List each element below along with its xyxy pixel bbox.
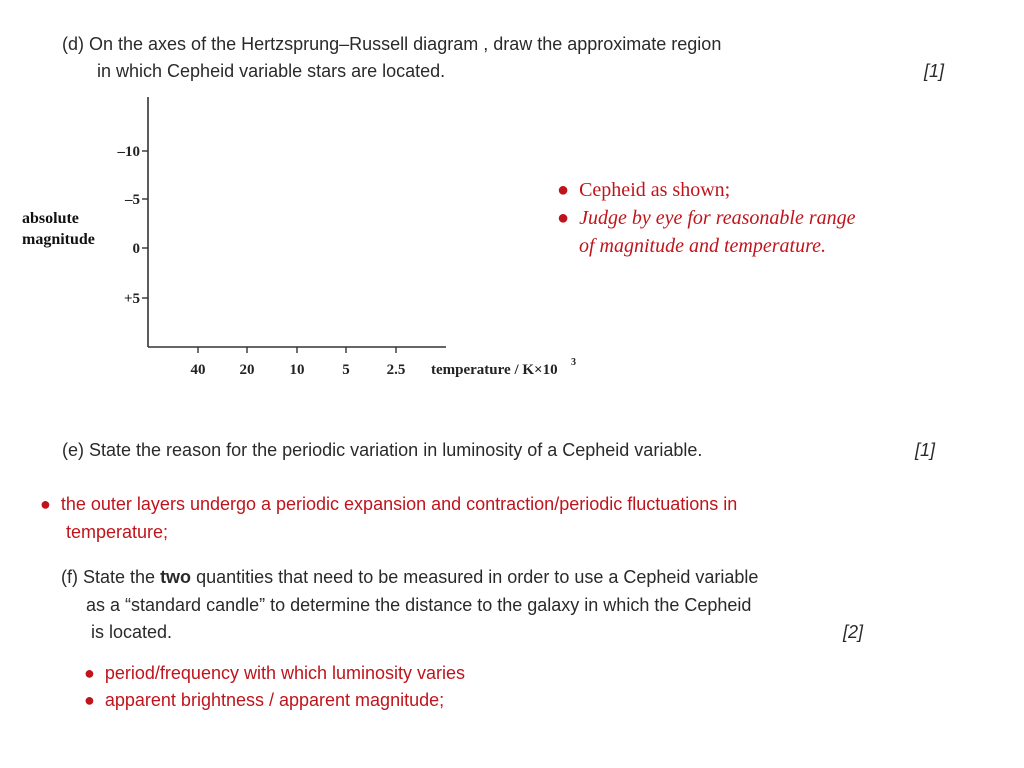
hr-xtick-label: 40 — [190, 362, 206, 378]
question-f-line1-b: quantities that need to be measured in order to use a Cepheid variable — [196, 567, 759, 587]
hr-ylabel — [22, 208, 95, 250]
question-f-line2: as a “standard candle” to determine the distance to the galaxy in which the Cepheid — [86, 595, 752, 615]
hr-xtick-label: 20 — [239, 362, 255, 378]
answer-f-bullet2-text: apparent brightness / apparent magnitude; — [104, 690, 445, 710]
question-d-line2: in which Cepheid variable stars are located. — [97, 61, 446, 81]
hr-xtick-label: 10 — [289, 362, 305, 378]
question-d-line1: (d) On the axes of the Hertzsprung–Russell diagram , draw the approximate region — [62, 34, 722, 54]
bullet-icon: ● — [84, 663, 95, 683]
bullet-icon: ● — [557, 179, 570, 201]
hr-xlabel: temperature / K×10 — [431, 362, 558, 378]
hr-ytick-label: –5 — [125, 192, 140, 208]
question-e-marks: [1] — [915, 440, 936, 460]
answer-e-line1-text: the outer layers undergo a periodic expansion and contraction/periodic fluctuations in — [60, 494, 738, 514]
question-f-marks: [2] — [843, 622, 864, 642]
bullet-icon: ● — [40, 494, 51, 514]
answer-d-bullet1-text: Cepheid as shown; — [579, 179, 731, 201]
answer-d-bullet2-text: Judge by eye for reasonable range — [579, 207, 856, 229]
answer-d-bullet1 — [557, 179, 730, 202]
question-f-line1 — [61, 567, 758, 588]
answer-d-bullet2 — [557, 207, 856, 230]
hr-xlabel-superscript: 3 — [571, 357, 576, 368]
bullet-icon: ● — [557, 207, 570, 229]
hr-diagram-axes — [100, 95, 620, 395]
bullet-icon: ● — [84, 690, 95, 710]
question-d-marks: [1] — [924, 61, 945, 81]
answer-f-bullet2 — [84, 690, 444, 711]
answer-f-bullet1 — [84, 663, 465, 684]
hr-ytick-label: –10 — [117, 144, 140, 160]
answer-e-line2: temperature; — [66, 522, 169, 542]
answer-f-bullet1-text: period/frequency with which luminosity varies — [104, 663, 466, 683]
hr-ylabel-line2: magnitude — [22, 231, 95, 248]
hr-xtick-label: 5 — [342, 362, 350, 378]
hr-ytick-label: 0 — [132, 241, 140, 257]
hr-ytick-label: +5 — [123, 291, 140, 307]
question-e: (e) State the reason for the periodic variation in luminosity of a Cepheid variable. — [62, 440, 703, 460]
answer-d-bullet2-cont: of magnitude and temperature. — [579, 235, 827, 257]
question-f-line1-a: (f) State the — [61, 567, 156, 587]
question-f-line3: is located. — [91, 622, 173, 642]
hr-ylabel-line1: absolute — [22, 210, 79, 227]
answer-e-line1 — [40, 494, 737, 515]
hr-xtick-label: 2.5 — [386, 362, 406, 378]
question-f-emphasis: two — [160, 567, 192, 587]
